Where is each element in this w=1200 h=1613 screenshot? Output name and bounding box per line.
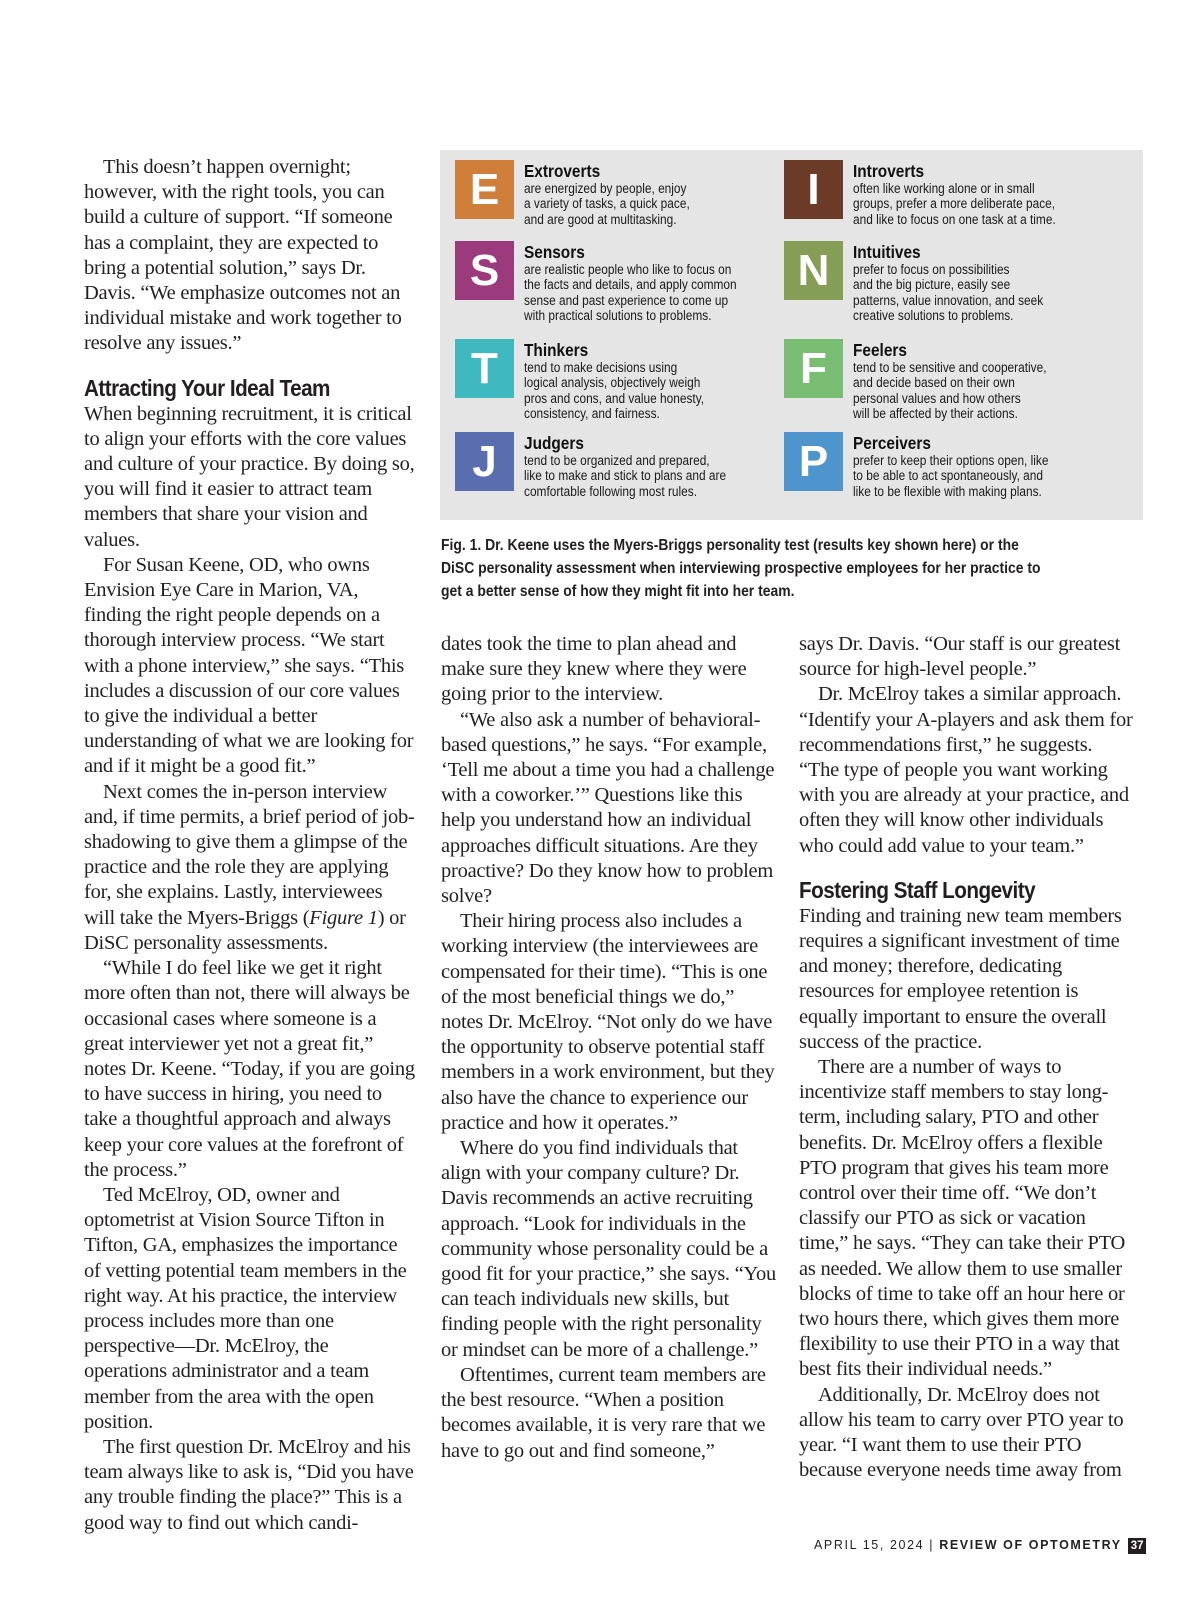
mbti-type-description (853, 262, 1117, 323)
description-line: logical analysis, objectively weigh (524, 375, 701, 391)
description-line: sense and past experience to come up (524, 292, 729, 308)
section-heading-attracting: Attracting Your Ideal Team (84, 374, 330, 401)
description-line: tend to be sensitive and cooperative, (853, 360, 1047, 375)
article-column-1 (84, 155, 416, 1536)
figure-caption (441, 534, 1141, 603)
paragraph: “We also ask a number of behavioral-based questions,” he says. “For example, ‘Tell me about a time you had a challenge with a coworker.’” Questions like this help you understand how an individual approaches difficult situations. Are they proactive? Do they know how to problem solve? (441, 708, 775, 908)
mbti-type-judgers (455, 432, 785, 512)
description-line: prefer to keep their options open, like (853, 453, 1049, 468)
mbti-type-title: Perceivers (853, 433, 931, 453)
paragraph: There are a number of ways to incentivize staff members to stay long-term, including salary, PTO and other benefits. Dr. McElroy offers a flexible PTO program that gives his team more control over their time off. “We don’t classify our PTO as sick or vacation time,” he says. “They can take their PTO as needed. We allow them to use smaller blocks of time to take off an hour here or two hours there, which gives them more flexibility to use their PTO in a way that best fits their individual needs.” (799, 1056, 1126, 1381)
mbti-letter-tile: F (784, 339, 843, 398)
paragraph: Their hiring process also includes a working interview (the interviewees are compensated for their time). “This is one of the most beneficial things we do,” notes Dr. McElroy. “Not only do we have the opportunity to observe potential staff members in a work environment, but they also have the chance to experience our practice and how it operates.” (441, 910, 775, 1134)
mbti-type-feelers (784, 339, 1114, 419)
mbti-type-title: Feelers (853, 340, 907, 360)
mbti-letter-tile: S (455, 241, 514, 300)
description-line: with practical solutions to problems. (524, 307, 712, 323)
paragraph (84, 780, 416, 956)
caption-line: get a better sense of how they might fit into her team. (441, 583, 795, 600)
mbti-letter-tile: I (784, 160, 843, 219)
mbti-type-title: Thinkers (524, 340, 589, 360)
footer-publication: REVIEW OF OPTOMETRY (939, 1538, 1122, 1552)
page-footer (814, 1538, 1144, 1558)
description-line: consistency, and fairness. (524, 405, 660, 421)
paragraph: Dr. McElroy takes a similar approach. “Identify your A-players and ask them for recommendations first,” he suggests. “The type of people you want working with you are already at your practice, and often they will know other individuals who could add value to your team.” (799, 683, 1133, 857)
description-line: patterns, value innovation, and seek (853, 292, 1044, 308)
mbti-letter-tile: E (455, 160, 514, 219)
footer-date: APRIL 15, 2024 | (814, 1538, 940, 1552)
mbti-type-perceivers (784, 432, 1114, 512)
paragraph: says Dr. Davis. “Our staff is our greatest source for high-level people.” (799, 633, 1121, 681)
description-line: often like working alone or in small (853, 181, 1035, 196)
description-line: like to make and stick to plans and are (524, 468, 727, 484)
mbti-type-extroverts (455, 160, 785, 240)
mbti-type-description (853, 181, 1117, 227)
description-line: and like to focus on one task at a time. (853, 211, 1056, 227)
mbti-type-thinkers (455, 339, 785, 419)
paragraph: dates took the time to plan ahead and make sure they knew where they were going prior to the interview. (441, 633, 747, 706)
description-line: comfortable following most rules. (524, 483, 698, 499)
paragraph: Oftentimes, current team members are the best resource. “When a position becomes available, it is very rare that we have to go out and find someone,” (441, 1363, 766, 1462)
paragraph: Ted McElroy, OD, owner and optometrist at Vision Source Tifton in Tifton, GA, emphasizes the importance of vetting potential team members in the right way. At his practice, the interview process includes more than one perspective—Dr. McElroy, the operations administrator and a team member from the area with the open position. (84, 1183, 407, 1433)
description-line: and the big picture, easily see (853, 277, 1011, 293)
mbti-letter-tile: P (784, 432, 843, 491)
mbti-letter-tile: N (784, 241, 843, 300)
paragraph: The first question Dr. McElroy and his team always like to ask is, “Did you have any trouble finding the place?” This is a good way to find out which candi- (84, 1435, 414, 1534)
section-heading-fostering: Fostering Staff Longevity (799, 876, 1036, 903)
description-line: are energized by people, enjoy (524, 181, 687, 196)
text-run: Next comes the in-person interview and, if time permits, a brief period of job-shadowing to give them a glimpse of the practice and the role they are applying for, she explains. Lastly, interviewees will take the Myers-Briggs ( (84, 780, 415, 929)
mbti-type-description (524, 262, 788, 323)
description-line: and are good at multitasking. (524, 211, 677, 227)
description-line: tend to be organized and prepared, (524, 453, 710, 468)
figure-reference: Figure 1 (309, 906, 378, 929)
description-line: tend to make decisions using (524, 360, 678, 375)
mbti-type-title: Judgers (524, 433, 584, 453)
mbti-type-description (853, 360, 1117, 421)
mbti-letter-tile: T (455, 339, 514, 398)
mbti-type-title: Extroverts (524, 161, 601, 181)
text-run: ) or DiSC personality assessments. (84, 906, 406, 954)
mbti-type-sensors (455, 241, 785, 321)
mbti-type-title: Introverts (853, 161, 925, 181)
paragraph: For Susan Keene, OD, who owns Envision Eye Care in Marion, VA, finding the right people depends on a thorough interview process. “We start with a phone interview,” she says. “This includes a discussion of our core values to give the individual a better understanding of what we are looking for and if it might be a good fit.” (84, 553, 414, 778)
description-line: a variety of tasks, a quick pace, (524, 196, 690, 212)
description-line: personal values and how others (853, 390, 1021, 406)
description-line: pros and cons, and value honesty, (524, 390, 705, 406)
description-line: to be able to act spontaneously, and (853, 468, 1044, 484)
mbti-type-description (853, 453, 1117, 499)
description-line: are realistic people who like to focus on (524, 262, 732, 277)
paragraph: This doesn’t happen overnight; however, with the right tools, you can build a culture of support. “If someone has a complaint, they are expected to bring a potential solution,” says Dr. Davis. “We emphasize outcomes not an individual mistake and work together to resolve any issues.” (84, 156, 402, 355)
mbti-type-title: Intuitives (853, 242, 921, 262)
description-line: the facts and details, and apply common (524, 277, 737, 293)
caption-line: DiSC personality assessment when interviewing prospective employees for her practice to (441, 560, 1041, 577)
mbti-type-title: Sensors (524, 242, 585, 262)
paragraph: Where do you find individuals that align with your company culture? Dr. Davis recommends an active recruiting approach. “Look for individuals in the community whose personality could be a good fit for your practice,” she says. “You can teach individuals new skills, but finding people with the right personality or mindset can be more of a challenge.” (441, 1137, 777, 1361)
description-line: like to be flexible with making plans. (853, 483, 1042, 499)
mbti-type-description (524, 453, 788, 499)
description-line: prefer to focus on possibilities (853, 262, 1010, 277)
paragraph: When beginning recruitment, it is critical to align your efforts with the core values and culture of your practice. By doing so, you will find it easier to attract team members that share your vision and values. (84, 402, 415, 551)
article-column-3 (799, 632, 1135, 1484)
description-line: creative solutions to problems. (853, 307, 1014, 323)
mbti-letter-tile: J (455, 432, 514, 491)
description-line: groups, prefer a more deliberate pace, (853, 196, 1056, 212)
mbti-key-figure (440, 150, 1143, 520)
page-number: 37 (1128, 1538, 1147, 1554)
mbti-type-introverts (784, 160, 1114, 240)
paragraph: Additionally, Dr. McElroy does not allow his team to carry over PTO year to year. “I want them to use their PTO because everyone needs time away from (799, 1383, 1124, 1482)
paragraph: Finding and training new team members requires a significant investment of time and money; therefore, dedicating resources for employee retention is equally important to ensure the overall success of the practice. (799, 904, 1122, 1053)
mbti-type-intuitives (784, 241, 1114, 321)
description-line: will be affected by their actions. (853, 405, 1018, 421)
article-column-2 (441, 632, 777, 1464)
mbti-type-description (524, 360, 788, 421)
paragraph: “While I do feel like we get it right more often than not, there will always be occasional cases where someone is a great interviewer yet not a great fit,” notes Dr. Keene. “Today, if you are going to have success in hiring, you need to take a thoughtful approach and always keep your core values at the forefront of the process.” (84, 957, 415, 1181)
description-line: and decide based on their own (853, 375, 1015, 391)
caption-line: Fig. 1. Dr. Keene uses the Myers-Briggs personality test (results key shown here) or the (441, 537, 1019, 554)
mbti-type-description (524, 181, 788, 227)
